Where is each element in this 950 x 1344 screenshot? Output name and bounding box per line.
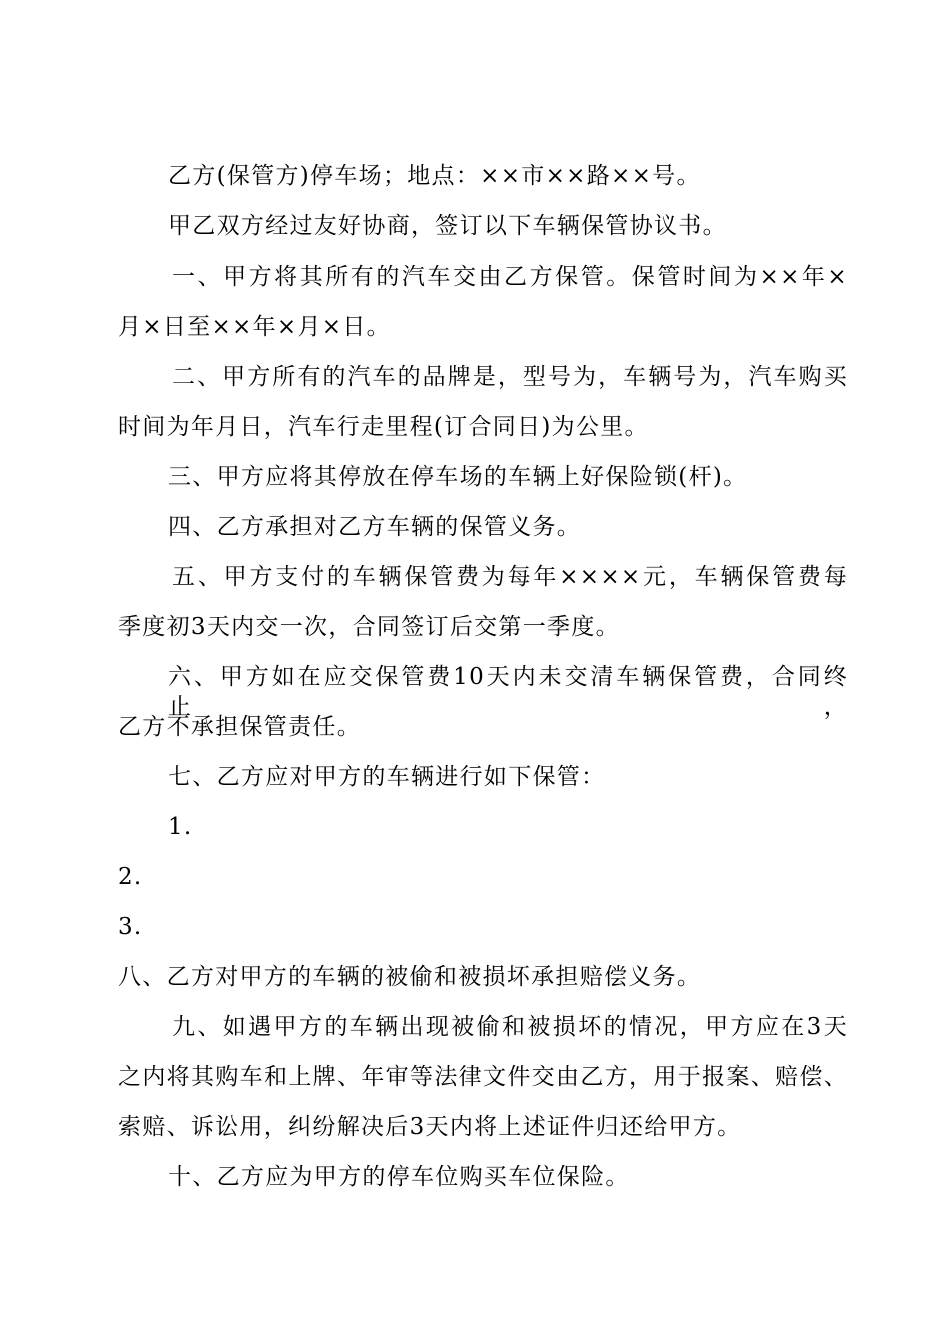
paragraph-line: 乙方(保管方)停车场；地点：××市××路××号。 (168, 163, 701, 189)
paragraph-line: 十、乙方应为甲方的停车位购买车位保险。 (168, 1164, 630, 1190)
paragraph-line: 八、乙方对甲方的车辆的被偷和被损坏承担赔偿义务。 (118, 964, 702, 990)
paragraph-line: 月×日至××年×月×日。 (118, 314, 391, 340)
paragraph-line: 之内将其购车和上牌、年审等法律文件交由乙方，用于报案、赔偿、 (118, 1064, 848, 1090)
paragraph-line: 一、甲方将其所有的汽车交由乙方保管。保管时间为××年× (172, 264, 848, 290)
paragraph-line: 乙方不承担保管责任。 (118, 714, 361, 740)
paragraph-line: 三、甲方应将其停放在停车场的车辆上好保险锁(杆)。 (168, 464, 748, 490)
paragraph-line: 六、甲方如在应交保管费10天内未交清车辆保管费，合同终止， (168, 664, 848, 720)
paragraph-line: 时间为年月日，汽车行走里程(订合同日)为公里。 (118, 414, 649, 440)
list-item-number: 2. (118, 864, 143, 890)
paragraph-line: 季度初3天内交一次，合同签订后交第一季度。 (118, 614, 620, 640)
paragraph-line: 二、甲方所有的汽车的品牌是，型号为，车辆号为，汽车购买 (172, 364, 848, 390)
paragraph-line: 索赔、诉讼用，纠纷解决后3天内将上述证件归还给甲方。 (118, 1114, 742, 1140)
paragraph-line: 五、甲方支付的车辆保管费为每年××××元，车辆保管费每 (172, 564, 848, 590)
paragraph-line: 甲乙双方经过友好协商，签订以下车辆保管协议书。 (168, 213, 727, 239)
list-item-number: 3. (118, 914, 143, 940)
paragraph-line: 四、乙方承担对乙方车辆的保管义务。 (168, 514, 582, 540)
paragraph-line: 九、如遇甲方的车辆出现被偷和被损坏的情况，甲方应在3天 (172, 1014, 848, 1040)
list-item-number: 1. (168, 814, 193, 840)
paragraph-line: 七、乙方应对甲方的车辆进行如下保管： (168, 764, 606, 790)
